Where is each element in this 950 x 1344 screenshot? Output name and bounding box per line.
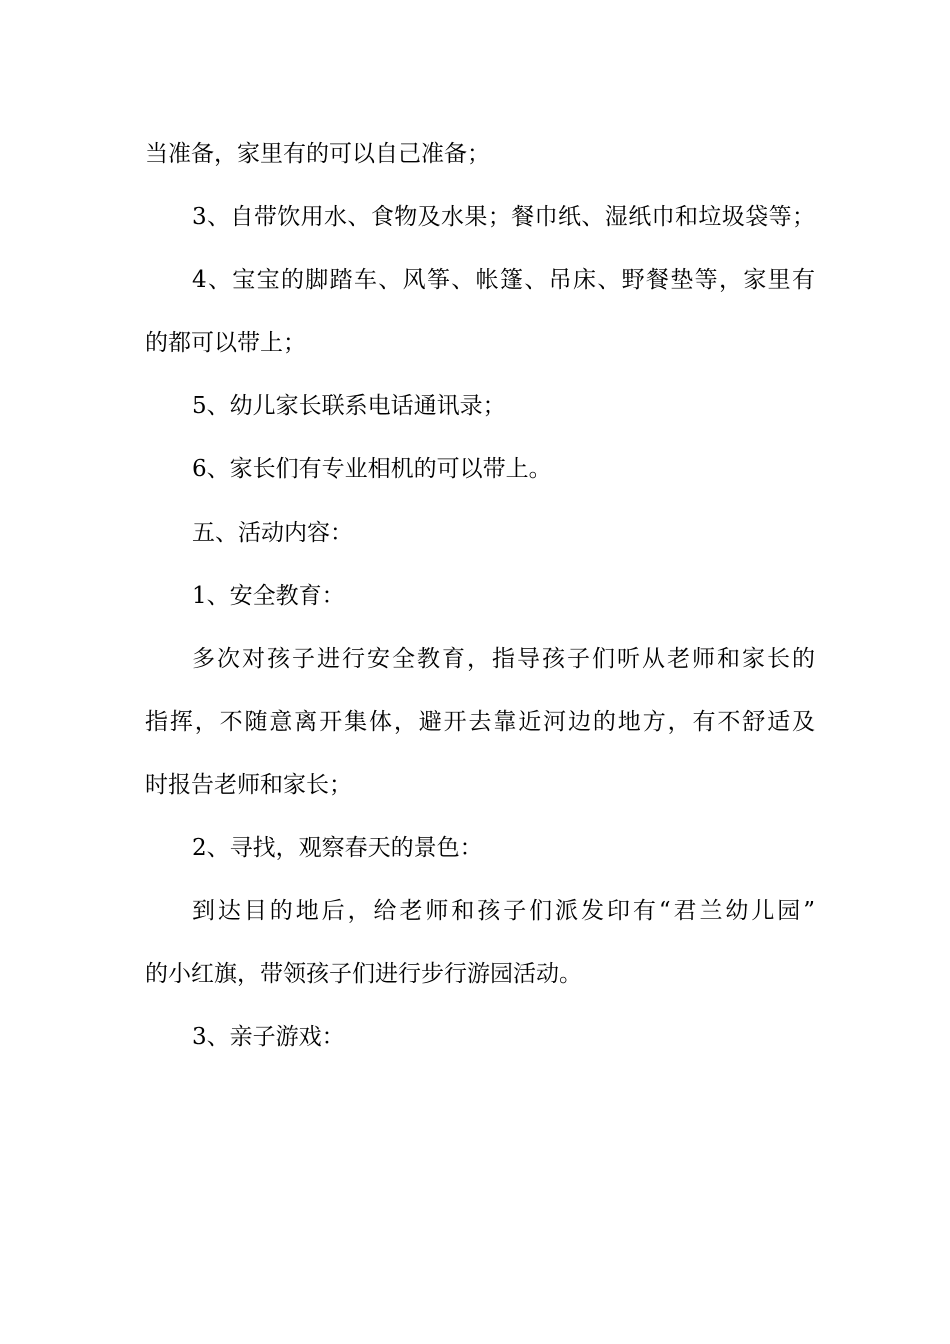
subsection-heading: 3、亲子游戏： [192,1024,345,1051]
section-heading: 五、活动内容： [192,519,353,546]
document-body [145,131,815,1077]
text-line: 4、宝宝的脚踏车、风筝、帐篷、吊床、野餐垫等，家里有 [192,267,815,294]
text-line: 时报告老师和家长； [145,771,352,798]
subsection-heading: 2、寻找，观察春天的景色： [192,835,483,862]
subsection-heading: 1、安全教育： [192,582,345,609]
text-line: 当准备，家里有的可以自己准备； [145,141,490,167]
text-line: 的都可以带上； [145,330,306,357]
text-line: 5、幼儿家长联系电话通讯录； [192,393,506,420]
text-line: 到达目的地后，给老师和孩子们派发印有“君兰幼儿园” [192,898,815,925]
text-line: 多次对孩子进行安全教育，指导孩子们听从老师和家长的 [192,645,815,672]
text-line: 3、自带饮用水、食物及水果；餐巾纸、湿纸巾和垃圾袋等； [192,204,815,231]
text-line: 的小红旗，带领孩子们进行步行游园活动。 [145,961,582,988]
text-line: 6、家长们有专业相机的可以带上。 [192,456,552,483]
text-line: 指挥，不随意离开集体，避开去靠近河边的地方，有不舒适及 [145,708,815,735]
